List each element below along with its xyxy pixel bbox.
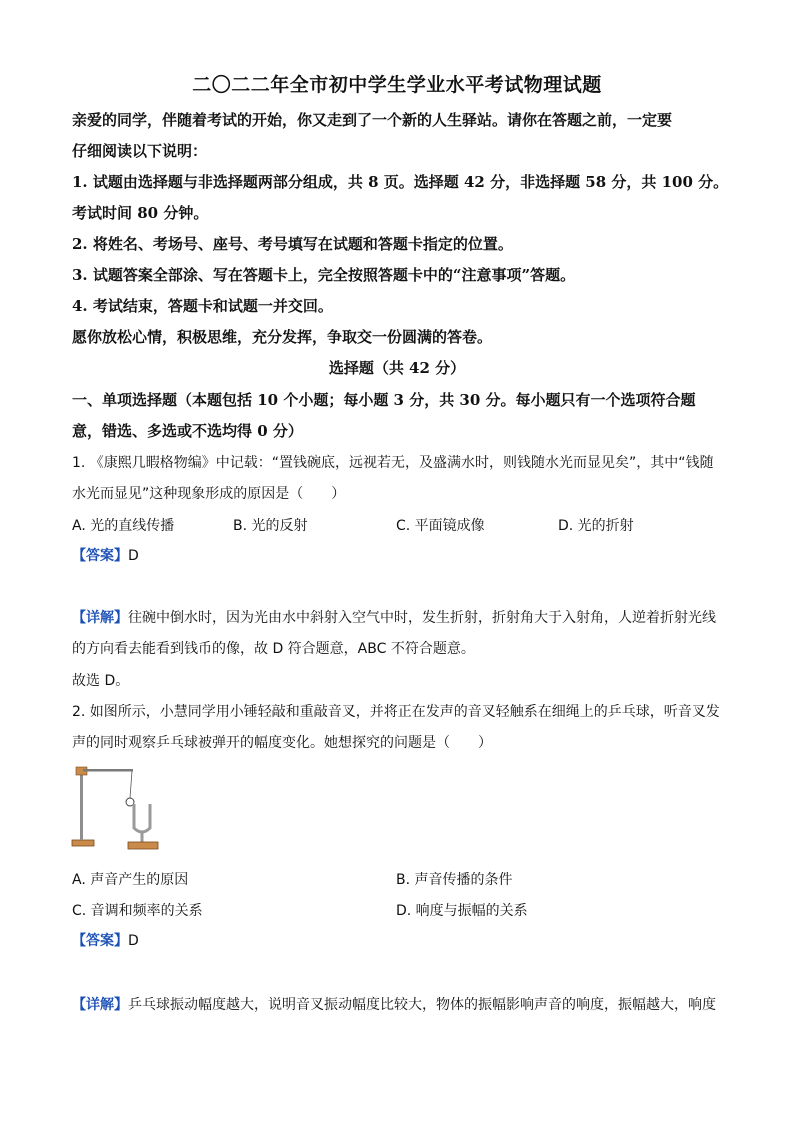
q1-option-b: B. 光的反射 (233, 518, 308, 534)
q1-answer-value: D (128, 548, 139, 564)
q1-answer (72, 546, 732, 566)
tuning-fork-figure (70, 762, 170, 854)
stand-pole (80, 768, 83, 840)
q1-stem-2: 水光而显见”这种现象形成的原因是（ ） (72, 486, 346, 502)
detail-tag: 【详解】 (72, 610, 128, 626)
instruction-1a: 1. 试题由选择题与非选择题两部分组成，共 8 页。选择题 42 分，非选择题 58 分，共 100 分。 (72, 173, 729, 191)
wish-line: 愿你放松心情，积极思维，充分发挥，争取交一份圆满的答卷。 (72, 328, 493, 346)
q1-option-a: A. 光的直线传播 (72, 518, 175, 534)
instruction-2: 2. 将姓名、考场号、座号、考号填写在试题和答题卡指定的位置。 (72, 235, 513, 253)
stand-base (72, 840, 94, 846)
exam-title: 二〇二二年全市初中学生学业水平考试物理试题 (192, 74, 602, 96)
intro-line-2: 仔细阅读以下说明： (72, 142, 208, 160)
q1-option-c: C. 平面镜成像 (396, 518, 485, 534)
q2-detail-1 (72, 995, 732, 1015)
tuning-fork (134, 804, 150, 832)
instruction-1b: 考试时间 80 分钟。 (72, 204, 209, 222)
section-heading: 选择题（共 42 分） (328, 359, 466, 377)
q1-stem-1: 1. 《康熙几暇格物编》中记载：“置钱碗底，远视若无，及盛满水时，则钱随水光而显见矣”，其中“钱随 (72, 455, 714, 471)
detail-tag: 【详解】 (72, 997, 128, 1013)
part1-instruction-a: 一、单项选择题（本题包括 10 个小题；每小题 3 分，共 30 分。每小题只有一个选项符合题 (72, 391, 696, 409)
string (130, 771, 132, 798)
q2-detail-text-1: 乒乓球振动幅度越大，说明音叉振动幅度比较大，物体的振幅影响声音的响度，振幅越大，响度 (128, 997, 716, 1013)
q1-detail-1 (72, 608, 732, 628)
stand-arm (83, 769, 133, 772)
q2-option-d: D. 响度与振幅的关系 (396, 903, 528, 919)
q1-option-d: D. 光的折射 (558, 518, 634, 534)
q1-detail-text-1: 往碗中倒水时，因为光由水中斜射入空气中时，发生折射，折射角大于入射角，人逆着折射光线 (128, 610, 716, 626)
tuning-fork-stem (141, 832, 144, 842)
q1-detail-2: 的方向看去能看到钱币的像，故 D 符合题意，ABC 不符合题意。 (72, 641, 475, 657)
intro-line-1: 亲爱的同学，伴随着考试的开始，你又走到了一个新的人生驿站。请你在答题之前，一定要 (72, 111, 673, 129)
fork-base (128, 842, 158, 849)
answer-tag: 【答案】 (72, 548, 128, 564)
q1-conclusion: 故选 D。 (72, 673, 130, 689)
answer-tag: 【答案】 (72, 933, 128, 949)
q2-stem-2: 声的同时观察乒乓球被弹开的幅度变化。她想探究的问题是（ ） (72, 735, 492, 751)
q2-answer (72, 931, 732, 951)
instruction-4: 4. 考试结束，答题卡和试题一并交回。 (72, 297, 333, 315)
instruction-3: 3. 试题答案全部涂、写在答题卡上，完全按照答题卡中的“注意事项”答题。 (72, 266, 576, 284)
q2-option-b: B. 声音传播的条件 (396, 872, 513, 888)
q2-stem-1: 2. 如图所示，小慧同学用小锤轻敲和重敲音叉，并将正在发声的音叉轻触系在细绳上的乒乓球，听音叉发 (72, 704, 720, 720)
q2-answer-value: D (128, 933, 139, 949)
q2-option-a: A. 声音产生的原因 (72, 872, 189, 888)
q2-option-c: C. 音调和频率的关系 (72, 903, 203, 919)
part1-instruction-b: 意，错选、多选或不选均得 0 分） (72, 422, 303, 440)
